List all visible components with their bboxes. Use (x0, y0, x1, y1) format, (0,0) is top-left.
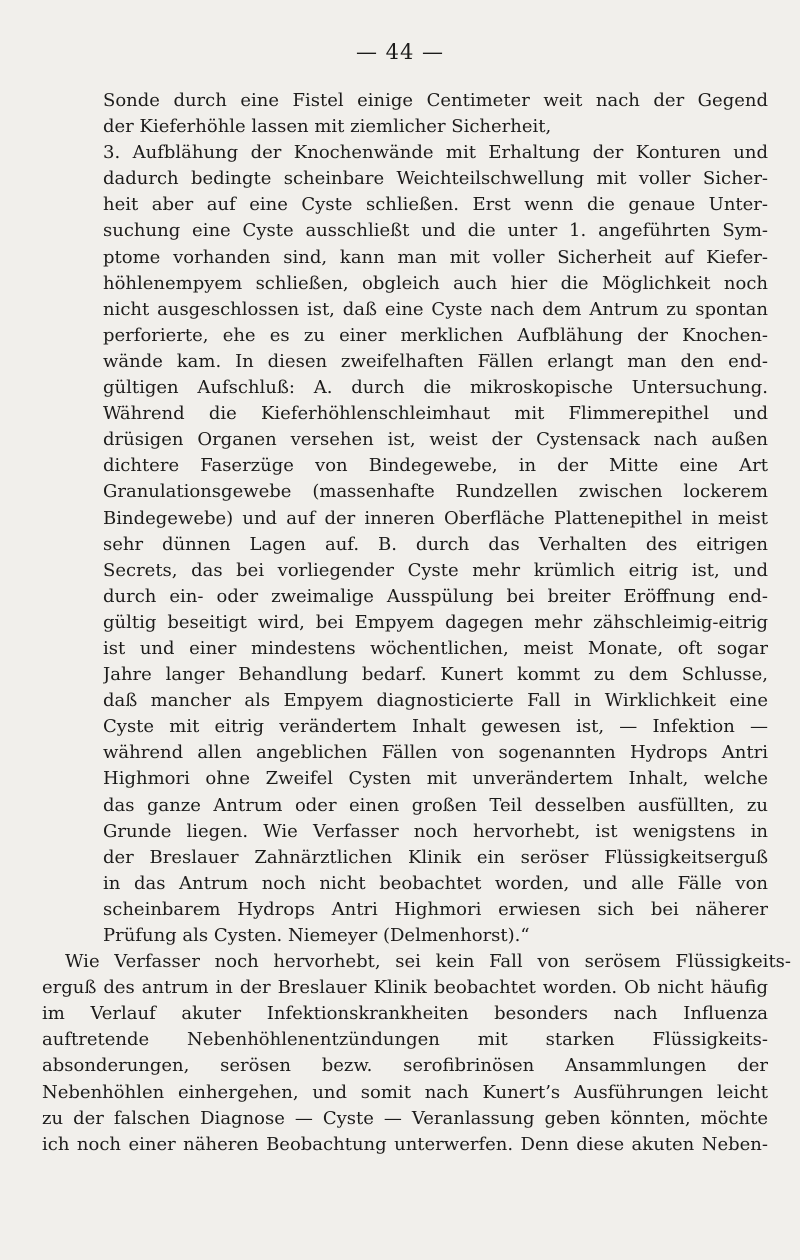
text-line: der Breslauer Zahnärztlichen Klinik ein seröser Flüssigkeitserguß (103, 846, 768, 868)
text-line: dichtere Faserzüge von Bindegewebe, in der Mitte eine Art (103, 455, 768, 477)
text-line: Secrets, das bei vorliegender Cyste mehr krümlich eitrig ist, und (103, 559, 768, 581)
text-line: suchung eine Cyste ausschließt und die unter 1. angeführten Sym- (103, 220, 768, 242)
text-line: in das Antrum noch nicht beobachtet worden, und alle Fälle von (103, 872, 768, 894)
text-line: Sonde durch eine Fistel einige Centimeter weit nach der Gegend (103, 90, 768, 111)
text-line: Granulationsgewebe (massenhafte Rundzellen zwischen lockerem (103, 481, 768, 503)
text-line: dadurch bedingte scheinbare Weichteilschwellung mit voller Sicher- (103, 168, 768, 190)
text-line: Jahre langer Behandlung bedarf. Kunert kommt zu dem Schlusse, (103, 664, 768, 686)
text-line: gültig beseitigt wird, bei Empyem dagegen mehr zähschleimig-eitrig (103, 611, 768, 633)
text-line: Bindegewebe) und auf der inneren Oberfläche Plattenepithel in meist (103, 507, 768, 529)
text-line: während allen angeblichen Fällen von sogenannten Hydrops Antri (103, 742, 768, 764)
text-line: scheinbarem Hydrops Antri Highmori erwiesen sich bei näherer (103, 898, 768, 920)
text-line: das ganze Antrum oder einen großen Teil desselben ausfüllten, zu (103, 794, 768, 816)
text-line: Während die Kieferhöhlenschleimhaut mit Flimmerepithel und (103, 403, 768, 425)
text-line: Grunde liegen. Wie Verfasser noch hervorhebt, ist wenigstens in (103, 820, 768, 842)
text-line: gültigen Aufschluß: A. durch die mikroskopische Untersuchung. (103, 377, 768, 399)
text-line: ich noch einer näheren Beobachtung unterwerfen. Denn diese akuten Neben- (42, 1133, 768, 1155)
text-line: wände kam. In diesen zweifelhaften Fällen erlangt man den end- (103, 350, 768, 372)
page-number: — 44 — (355, 40, 445, 64)
text-line: ptome vorhanden sind, kann man mit voller Sicherheit auf Kiefer- (103, 246, 768, 268)
text-line: Cyste mit eitrig verändertem Inhalt gewesen ist, — Infektion — (103, 716, 768, 738)
text-line: daß mancher als Empyem diagnosticierte Fall in Wirklichkeit eine (103, 690, 768, 712)
text-line: 3. Aufblähung der Knochenwände mit Erhaltung der Konturen und (103, 142, 768, 164)
text-line: zu der falschen Diagnose — Cyste — Veranlassung geben könnten, möchte (42, 1107, 768, 1129)
text-line: Wie Verfasser noch hervorhebt, sei kein Fall von serösem Flüssigkeits- (65, 951, 791, 973)
text-line: höhlenempyem schließen, obgleich auch hier die Möglichkeit noch (103, 272, 768, 294)
text-line: heit aber auf eine Cyste schließen. Erst wenn die genaue Unter- (103, 194, 768, 216)
text-line: absonderungen, serösen bezw. serofibrinösen Ansammlungen der (42, 1055, 768, 1077)
text-line: auftretende Nebenhöhlenentzündungen mit starken Flüssigkeits- (42, 1029, 768, 1051)
text-line: sehr dünnen Lagen auf. B. durch das Verhalten des eitrigen (103, 533, 768, 555)
text-line: durch ein- oder zweimalige Ausspülung bei breiter Eröffnung end- (103, 585, 768, 607)
text-line: im Verlauf akuter Infektionskrankheiten besonders nach Influenza (42, 1003, 768, 1025)
text-line: nicht ausgeschlossen ist, daß eine Cyste nach dem Antrum zu spontan (103, 298, 768, 320)
text-line: Prüfung als Cysten. Niemeyer (Delmenhorst).“ (103, 925, 530, 946)
text-line: Highmori ohne Zweifel Cysten mit unverändertem Inhalt, welche (103, 768, 768, 790)
text-line: erguß des antrum in der Breslauer Klinik beobachtet worden. Ob nicht häufig (42, 977, 768, 999)
text-line: der Kieferhöhle lassen mit ziemlicher Sicherheit, (103, 116, 552, 138)
text-line: ist und einer mindestens wöchentlichen, meist Monate, oft sogar (103, 637, 768, 659)
text-line: drüsigen Organen versehen ist, weist der Cystensack nach außen (103, 429, 768, 451)
text-line: perforierte, ehe es zu einer merklichen Aufblähung der Knochen- (103, 324, 768, 346)
body-text (42, 88, 791, 1158)
text-line: Nebenhöhlen einhergehen, und somit nach Kunert’s Ausführungen leicht (42, 1081, 768, 1103)
